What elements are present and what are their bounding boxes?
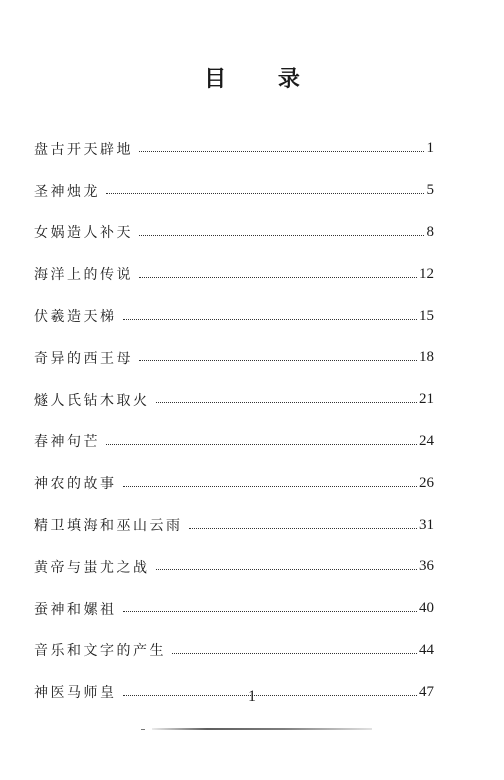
scan-artifact-line <box>152 728 372 730</box>
toc-entry-page: 18 <box>419 349 434 366</box>
toc-entry-page: 26 <box>419 474 434 491</box>
toc-entry[interactable] <box>34 212 434 254</box>
toc-entry[interactable] <box>34 421 434 463</box>
toc-leader-dots <box>139 151 424 152</box>
toc-entry-page: 47 <box>419 683 434 700</box>
toc-leader-dots <box>156 569 418 570</box>
toc-entry-title: 伏羲造天梯 <box>34 309 117 326</box>
toc-entry-title: 精卫填海和巫山云雨 <box>34 518 183 535</box>
toc-entry-page: 44 <box>419 641 434 658</box>
toc-entry-title: 蚕神和嫘祖 <box>34 601 117 618</box>
toc-leader-dots <box>172 653 417 654</box>
toc-entry-page: 31 <box>419 516 434 533</box>
toc-entry[interactable] <box>34 253 434 295</box>
toc-entry-page: 1 <box>426 140 434 157</box>
toc-entry-title: 神农的故事 <box>34 476 117 493</box>
toc-entry-title: 春神句芒 <box>34 434 100 451</box>
toc-entry[interactable] <box>34 128 434 170</box>
toc-entry-page: 21 <box>419 391 434 408</box>
toc-leader-dots <box>123 611 418 612</box>
toc-entry[interactable] <box>34 546 434 588</box>
toc-entry-page: 40 <box>419 600 434 617</box>
toc-entry-page: 8 <box>426 223 434 240</box>
toc-entry-page: 12 <box>419 265 434 282</box>
toc-entry-title: 圣神烛龙 <box>34 183 100 200</box>
toc-entry-title: 女娲造人补天 <box>34 225 133 242</box>
toc-leader-dots <box>123 319 418 320</box>
toc-entry-page: 36 <box>419 558 434 575</box>
page-title: 目 录 <box>204 66 322 92</box>
toc-leader-dots <box>123 486 418 487</box>
toc-entry-title: 奇异的西王母 <box>34 350 133 367</box>
toc-entry[interactable] <box>34 379 434 421</box>
toc-entry-title: 盘古开天辟地 <box>34 141 133 158</box>
toc-leader-dots <box>106 193 424 194</box>
toc-entry-title: 燧人氏钻木取火 <box>34 392 150 409</box>
toc-leader-dots <box>139 277 417 278</box>
toc-entry[interactable] <box>34 630 434 672</box>
toc-entry-title: 神医马师皇 <box>34 685 117 702</box>
toc-entry[interactable] <box>34 295 434 337</box>
toc-entry-title: 海洋上的传说 <box>34 267 133 284</box>
toc-leader-dots <box>156 402 418 403</box>
toc-entry[interactable] <box>34 504 434 546</box>
toc-entry[interactable] <box>34 337 434 379</box>
toc-entry-page: 15 <box>419 307 434 324</box>
toc-entry[interactable] <box>34 588 434 630</box>
toc-entry[interactable] <box>34 462 434 504</box>
toc-entry-page: 5 <box>426 182 434 199</box>
toc-entry-title: 黄帝与蚩尤之战 <box>34 559 150 576</box>
toc-leader-dots <box>139 360 417 361</box>
scan-artifact-mark <box>141 729 145 730</box>
table-of-contents <box>34 128 434 713</box>
toc-entry[interactable] <box>34 170 434 212</box>
page-number: 1 <box>248 688 256 705</box>
toc-entry-title: 音乐和文字的产生 <box>34 643 166 660</box>
toc-leader-dots <box>106 444 417 445</box>
toc-entry-page: 24 <box>419 432 434 449</box>
toc-leader-dots <box>189 528 418 529</box>
toc-leader-dots <box>139 235 424 236</box>
